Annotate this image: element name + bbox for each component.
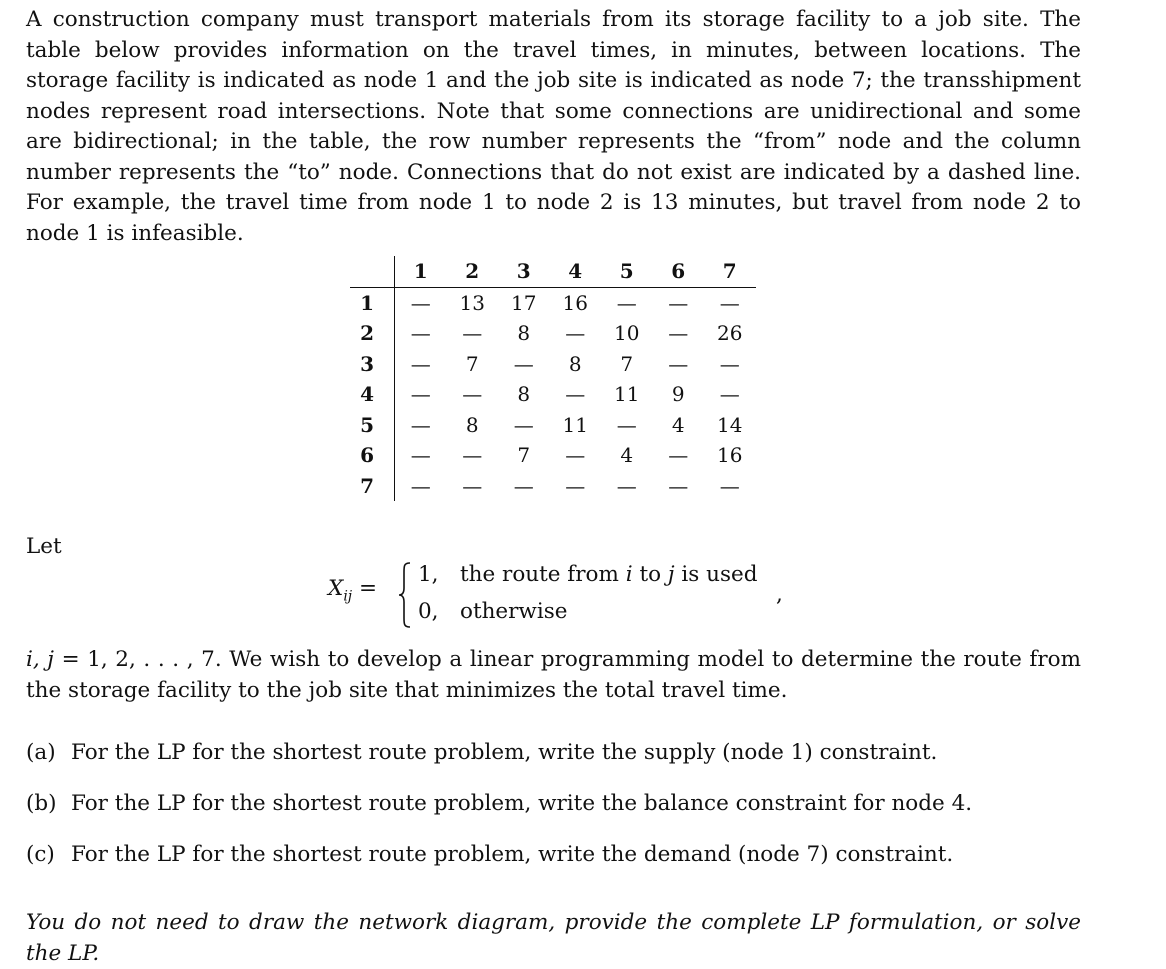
intro-paragraph: A construction company must transport materials from its storage facility to a job site. The table below provides information on the travel times, in minutes, between locations. The storage facility is indicated as node 1 and the job site is indicated as node 7; the transshipment nodes represent road intersections. Note that some connections are unidirectional and some are bidirectional; in the table, the row number represents the “from” node and the column number represents the “to” node. Connections that do not exist are indicated by a dashed line. For example, the travel time from node 1 to node 2 is 13 minutes, but travel from node 2 to node 1 is infeasible. (26, 7, 1081, 246)
col-header: 4 (550, 256, 602, 287)
table-cell: — (565, 443, 586, 468)
table-row (350, 379, 756, 410)
table-row (350, 410, 756, 441)
definition-comma: , (776, 582, 783, 607)
table-cell: 9 (671, 382, 685, 407)
table-cell: 16 (562, 290, 588, 315)
table-cell: — (462, 321, 483, 346)
table-cell: — (462, 382, 483, 407)
col-header: 7 (704, 256, 756, 287)
table-cell: — (513, 351, 534, 376)
col-header: 5 (601, 256, 653, 287)
table-cell: 16 (717, 443, 743, 468)
col-header: 1 (395, 256, 447, 287)
table-cell: — (462, 473, 483, 498)
table-cell: — (668, 290, 689, 315)
table-cell: — (616, 412, 637, 437)
case-used-text-b: to (632, 562, 668, 587)
table-cell: 14 (717, 412, 743, 437)
case-used-value: 1, (418, 562, 439, 587)
definition-lhs (328, 576, 377, 604)
table-cell: — (668, 443, 689, 468)
table-cell: — (719, 290, 740, 315)
table-cell: — (719, 473, 740, 498)
row-header: 1 (350, 287, 395, 318)
table-cell: — (668, 473, 689, 498)
table-cell: — (719, 382, 740, 407)
table-cell: — (410, 351, 431, 376)
objective-paragraph (26, 645, 1081, 706)
case-used (418, 562, 758, 587)
case-used-j: j (667, 562, 675, 587)
table-cell: — (410, 321, 431, 346)
row-header: 6 (350, 440, 395, 471)
table-row (350, 318, 756, 349)
table-cell: 8 (517, 321, 531, 346)
table-row (350, 440, 756, 471)
table-cell: 10 (614, 321, 640, 346)
table-cell: — (616, 473, 637, 498)
table-cell: 4 (671, 412, 685, 437)
table-cell: 11 (614, 382, 640, 407)
table-corner (350, 256, 395, 287)
row-header: 5 (350, 410, 395, 441)
table-cell: — (462, 443, 483, 468)
case-used-text-c: is used (674, 562, 758, 587)
case-otherwise-value: 0, (418, 599, 439, 624)
table-cell: 7 (465, 351, 479, 376)
table-cell: — (410, 443, 431, 468)
table-cell: — (668, 351, 689, 376)
travel-time-table (350, 256, 756, 501)
table-cell: — (410, 412, 431, 437)
table-cell: — (565, 473, 586, 498)
case-otherwise (418, 599, 567, 624)
question-a (26, 740, 937, 765)
col-header: 6 (653, 256, 705, 287)
case-otherwise-text: otherwise (460, 599, 568, 624)
variable-subscript: ij (343, 588, 353, 605)
table-header-row (350, 256, 756, 287)
row-header: 3 (350, 349, 395, 380)
let-label: Let (26, 534, 62, 559)
table-cell: — (719, 351, 740, 376)
left-brace (398, 562, 412, 628)
objective-text: = 1, 2, . . . , 7. We wish to develop a linear programming model to determine the route from the storage facility to the job site that minimizes the total travel time. (26, 647, 1081, 703)
table-cell: 7 (620, 351, 634, 376)
question-text: For the LP for the shortest route problem, write the balance constraint for node 4. (71, 791, 973, 816)
table-cell: — (668, 321, 689, 346)
table-cell: — (513, 473, 534, 498)
table-cell: — (565, 321, 586, 346)
question-b (26, 791, 972, 816)
table-cell: — (410, 382, 431, 407)
table-cell: 4 (620, 443, 634, 468)
variable-symbol: X (328, 576, 344, 601)
instruction-note: You do not need to draw the network diagram, provide the complete LP formulation, or solve the LP. (26, 910, 1081, 966)
table-row (350, 471, 756, 502)
row-header: 2 (350, 318, 395, 349)
table-cell: 11 (562, 412, 588, 437)
question-label: (b) (26, 791, 57, 816)
case-used-i: i (625, 562, 633, 587)
table-cell: — (513, 412, 534, 437)
col-header: 3 (498, 256, 550, 287)
table-cell: — (616, 290, 637, 315)
table-cell: 17 (511, 290, 537, 315)
equals-sign: = (358, 576, 377, 601)
row-header: 7 (350, 471, 395, 502)
table-row (350, 349, 756, 380)
question-c (26, 842, 953, 867)
table-cell: 8 (517, 382, 531, 407)
table-cell: — (410, 473, 431, 498)
col-header: 2 (447, 256, 499, 287)
question-label: (c) (26, 842, 55, 867)
table-cell: 13 (459, 290, 485, 315)
question-text: For the LP for the shortest route problem, write the supply (node 1) constraint. (71, 740, 938, 765)
table-cell: 8 (465, 412, 479, 437)
question-label: (a) (26, 740, 56, 765)
question-text: For the LP for the shortest route problem, write the demand (node 7) constraint. (71, 842, 954, 867)
index-symbols: i, j (26, 647, 54, 672)
table-row (350, 287, 756, 318)
table-cell: — (410, 290, 431, 315)
table-cell: 7 (517, 443, 531, 468)
row-header: 4 (350, 379, 395, 410)
table-cell: 8 (568, 351, 582, 376)
case-used-text-a: the route from (460, 562, 626, 587)
table-cell: — (565, 382, 586, 407)
table-cell: 26 (717, 321, 743, 346)
